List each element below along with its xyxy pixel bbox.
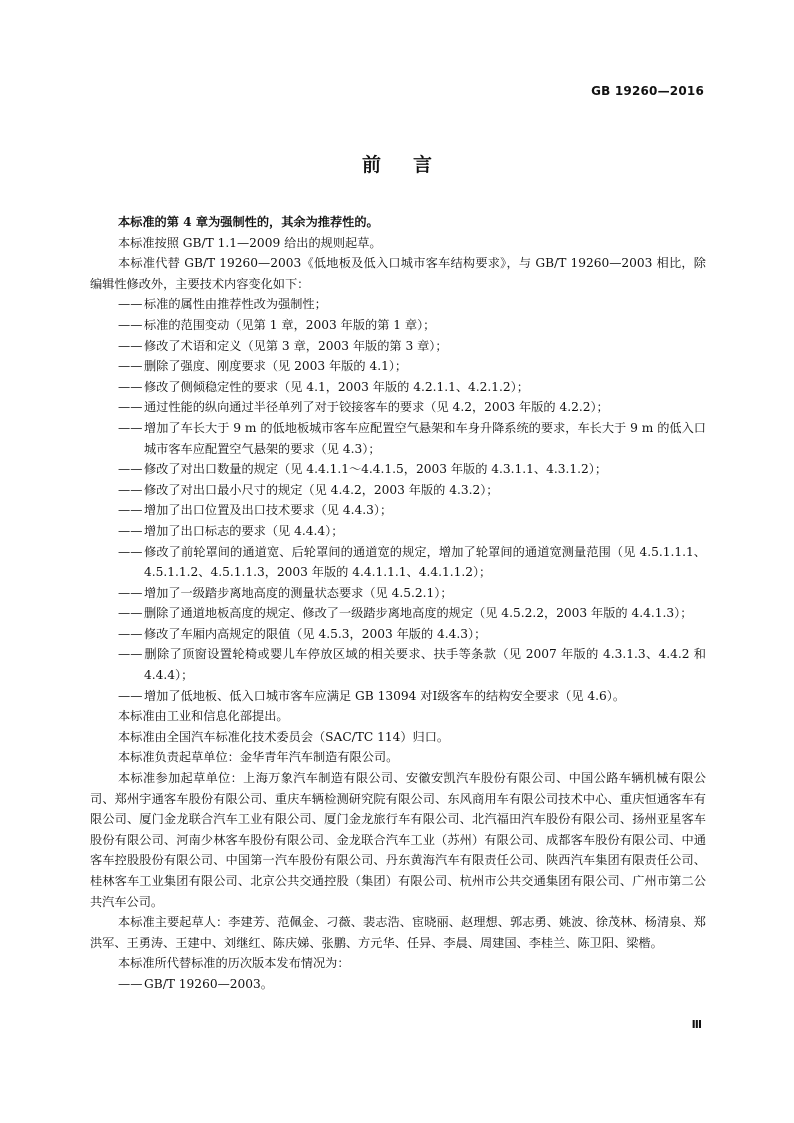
paragraph-main-drafters: 本标准主要起草人：李建芳、范佩金、刁薇、裴志浩、宦晓丽、赵理想、郭志勇、姚波、徐茂林、杨清泉、郑洪军、王勇涛、王建中、刘继红、陈庆娣、张鹏、方元华、任异、李晨、周建国、李桂兰、陈卫阳、梁楷。 — [90, 915, 706, 950]
change-item-text: 修改了术语和定义（见第 3 章，2003 年版的第 3 章）； — [144, 338, 448, 353]
change-item — [90, 500, 706, 521]
paragraph-proposer: 本标准由工业和信息化部提出。 — [118, 709, 289, 724]
history-item — [90, 974, 706, 995]
change-item-text: 修改了对出口最小尺寸的规定（见 4.4.2，2003 年版的 4.3.2）； — [144, 482, 499, 497]
change-item — [90, 583, 706, 604]
change-item-text: 修改了对出口数量的规定（见 4.4.1.1～4.4.1.5，2003 年版的 4.3.1.1、4.3.1.2）； — [144, 462, 608, 477]
change-item-text: 标准的属性由推荐性改为强制性； — [144, 297, 327, 312]
change-item — [90, 397, 706, 418]
change-item-text: 修改了车厢内高规定的限值（见 4.5.3，2003 年版的 4.4.3）； — [144, 626, 487, 641]
dash-marker: —— — [118, 606, 143, 621]
paragraph-history-intro: 本标准所代替标准的历次版本发布情况为： — [118, 956, 350, 971]
change-item-text: 修改了前轮罩间的通道宽、后轮罩间的通道宽的规定，增加了轮罩间的通道宽测量范围（见 4.5.1.1.1、4.5.1.1.2、4.5.1.1.3，2003 年版的 4.4.1.1.1、4.4.1.1.2）； — [144, 544, 706, 580]
change-item-text: 增加了一级踏步离地高度的测量状态要求（见 4.5.2.1）； — [144, 585, 453, 600]
change-item-text: 增加了低地板、低入口城市客车应满足 GB 13094 对Ⅰ级客车的结构安全要求（见 4.6）。 — [144, 688, 626, 703]
change-item — [90, 644, 706, 685]
change-item — [90, 336, 706, 357]
change-item — [90, 315, 706, 336]
dash-marker: —— — [118, 503, 143, 518]
dash-marker: —— — [118, 626, 143, 641]
change-item-text: 标准的范围变动（见第 1 章，2003 年版的第 1 章）； — [144, 317, 436, 332]
dash-marker: —— — [118, 585, 143, 600]
change-item — [90, 542, 706, 583]
dash-marker: —— — [118, 400, 143, 415]
dash-marker: —— — [118, 379, 143, 394]
dash-marker: —— — [118, 359, 143, 374]
dash-marker: —— — [118, 544, 143, 559]
paragraph-drafting-rules: 本标准按照 GB/T 1.1—2009 给出的规则起草。 — [118, 235, 382, 250]
dash-marker: —— — [118, 523, 143, 538]
page-number: Ⅲ — [691, 1018, 702, 1031]
paragraph-mandatory-note: 本标准的第 4 章为强制性的，其余为推荐性的。 — [118, 215, 379, 229]
paragraph-participating-drafters: 本标准参加起草单位：上海万象汽车制造有限公司、安徽安凯汽车股份有限公司、中国公路车辆机械有限公司、郑州宇通客车股份有限公司、重庆车辆检测研究院有限公司、东风商用车有限公司技术中心、重庆恒通客车有限公司、厦门金龙联合汽车工业有限公司、厦门金龙旅行车有限公司、北汽福田汽车股份有限公司、扬州亚星客车股份有限公司、河南少林客车股份有限公司、金龙联合汽车工业（苏州）有限公司、成都客车股份有限公司、中通客车控股股份有限公司、中国第一汽车股份有限公司、丹东黄海汽车有限责任公司、陕西汽车集团有限责任公司、桂林客车工业集团有限公司、北京公共交通控股（集团）有限公司、杭州市公共交通集团有限公司、广州市第二公共汽车公司。 — [90, 771, 706, 909]
paragraph-committee: 本标准由全国汽车标准化技术委员会（SAC/TC 114）归口。 — [118, 729, 450, 744]
change-item — [90, 624, 706, 645]
paragraph-replacement: 本标准代替 GB/T 19260—2003《低地板及低入口城市客车结构要求》，与 GB/T 19260—2003 相比，除编辑性修改外，主要技术内容变化如下： — [90, 256, 706, 291]
dash-marker: —— — [118, 647, 143, 662]
change-item — [90, 603, 706, 624]
dash-marker: —— — [118, 420, 143, 435]
dash-marker: —— — [118, 462, 143, 477]
change-item — [90, 459, 706, 480]
paragraph-lead-drafter: 本标准负责起草单位：金华青年汽车制造有限公司。 — [118, 750, 399, 765]
dash-marker: —— — [118, 482, 143, 497]
change-item-text: 通过性能的纵向通过半径单列了对于铰接客车的要求（见 4.2，2003 年版的 4.2.2）； — [144, 400, 609, 415]
change-item — [90, 356, 706, 377]
change-item-text: 删除了顶窗设置轮椅或婴儿车停放区域的相关要求、扶手等条款（见 2007 年版的 4.3.1.3、4.4.2 和 4.4.4）； — [144, 647, 706, 683]
dash-marker: —— — [118, 688, 143, 703]
change-item-text: 删除了强度、刚度要求（见 2003 年版的 4.1）； — [144, 359, 408, 374]
standard-number: GB 19260—2016 — [591, 84, 704, 98]
document-body — [90, 212, 706, 995]
change-item — [90, 418, 706, 459]
dash-marker: —— — [118, 297, 143, 312]
change-item — [90, 686, 706, 707]
page-title: 前言 — [361, 154, 464, 176]
change-item — [90, 480, 706, 501]
dash-marker: —— — [118, 338, 143, 353]
change-item — [90, 521, 706, 542]
change-item — [90, 294, 706, 315]
change-item-text: 修改了侧倾稳定性的要求（见 4.1，2003 年版的 4.2.1.1、4.2.1.2）； — [144, 379, 529, 394]
dash-marker: —— — [118, 317, 143, 332]
change-item — [90, 377, 706, 398]
change-item-text: 删除了通道地板高度的规定、修改了一级踏步离地高度的规定（见 4.5.2.2，2003 年版的 4.4.1.3）； — [144, 606, 693, 621]
change-item-text: 增加了车长大于 9 m 的低地板城市客车应配置空气悬架和车身升降系统的要求，车长大于 9 m 的低入口城市客车应配置空气悬架的要求（见 4.3）； — [144, 420, 706, 456]
history-item-text: GB/T 19260—2003。 — [144, 976, 273, 991]
dash-marker: —— — [118, 976, 143, 991]
change-item-text: 增加了出口位置及出口技术要求（见 4.4.3）； — [144, 503, 393, 518]
change-item-text: 增加了出口标志的要求（见 4.4.4）； — [144, 523, 344, 538]
